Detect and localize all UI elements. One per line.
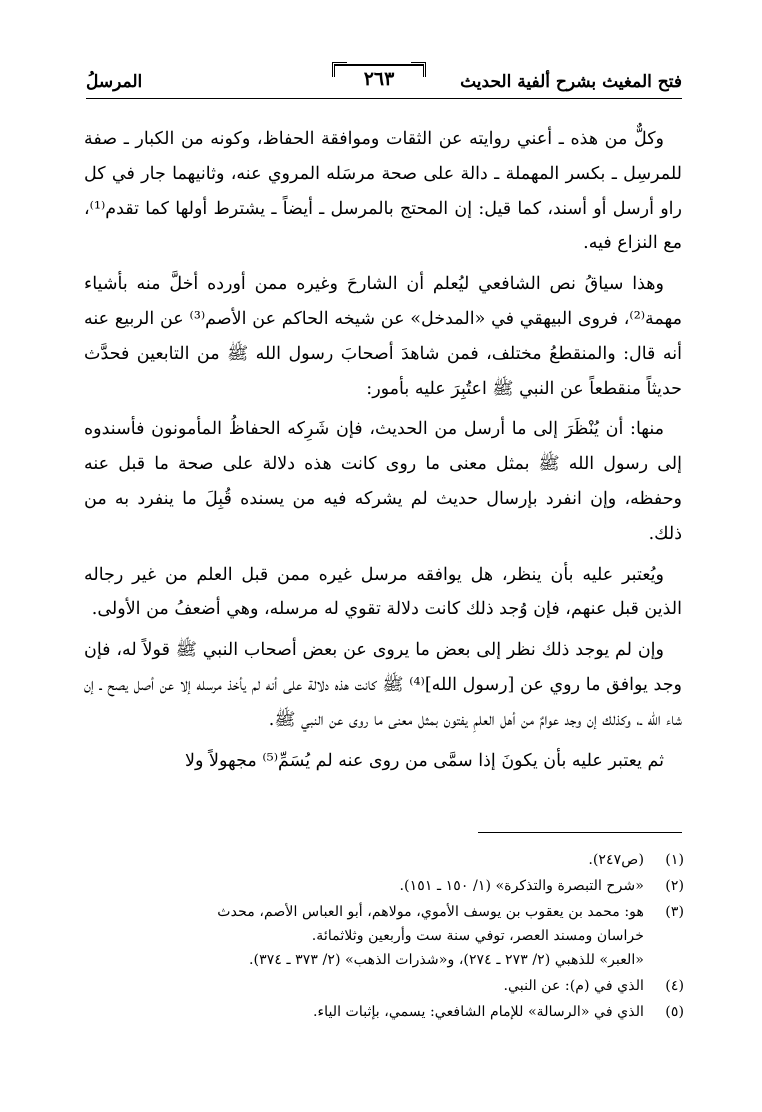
footnote-text: هو: محمد بن يعقوب بن يوسف الأموي، مولاهم، أبو العباس الأصم، محدث: [217, 904, 644, 920]
footnote: [84, 900, 684, 972]
paragraph: ويُعتبر عليه بأن ينظر، هل يوافقه مرسل غيره ممن قبل العلم من غير رجاله الذين قبل عنهم، فإن وُجد ذلك كانت دلالة تقوي له مرسله، وهي أضعفُ من الأولى.: [84, 564, 682, 620]
footnote-text: الذي في «الرسالة» للإمام الشافعي: يسمي، بإثبات الياء.: [313, 1004, 644, 1020]
paragraph: وإن لم يوجد ذلك نظر إلى بعض ما يروى عن بعض أصحاب النبي ﷺ قولاً له، فإن وجد يوافق ما روي عن [رسول الله]⁽⁴⁾ ﷺ كانت هذه دلالة على أنه لم يأخذ مرسله إلا عن أصل يصح ـ إن شاء الله ـ، وكذلك إن وجد عوامٌ من أهل العلمِ يفتون بمثل معنى ما روى عن النبي ﷺ.: [84, 640, 683, 730]
paragraph: وكلٌّ من هذه ـ أعني روايته عن الثقات وموافقة الحفاظ، وكونه من الكبار ـ صفة للمرسِل ـ بكسر المهملة ـ دالة على صحة مرسَله المروي عنه، وثانيهما جار في كل راو أرسل أو أسند، كما قيل: إن المحتج بالمرسل ـ أيضاً ـ يشترط أولها كما تقدم⁽¹⁾، مع النزاع فيه.: [84, 129, 683, 254]
footnote-number: (٣): [665, 904, 684, 920]
footnote: [84, 848, 684, 872]
footnote-number: (٢): [665, 878, 684, 894]
footnote-separator: [478, 832, 682, 833]
chapter-title: المرسلُ: [86, 72, 143, 92]
page-number: ٢٦٣: [363, 68, 395, 90]
footnote-text: (ص٢٤٧).: [588, 852, 644, 868]
footnote: [84, 874, 684, 898]
footnote-text: «شرح التبصرة والتذكرة» (١/ ١٥٠ ـ ١٥١).: [399, 878, 644, 894]
paragraph: ثم يعتبر عليه بأن يكونَ إذا سمَّى من روى عنه لم يُسَمِّ⁽⁵⁾ مجهولاً ولا: [185, 750, 664, 771]
paragraph: منها: أن يُنْظَرَ إلى ما أرسل من الحديث، فإن شَرِكه الحفاظُ المأمونون فأسندوه إلى رسول الله ﷺ بمثل معنى ما روى كانت هذه دلالة على صحة ما قبل عنه وحفظه، وإن انفرد بإرسال حديث لم يشركه فيه من يسنده قُبِلَ ما ينفرد به من ذلك.: [84, 419, 682, 544]
header-rule: [86, 98, 682, 99]
footnote-number: (٥): [665, 1004, 684, 1020]
paragraph: وهذا سياقُ نص الشافعي ليُعلم أن الشارحَ وغيره ممن أورده أخلَّ منه بأشياء مهمة⁽²⁾، فروى البيهقي في «المدخل» عن شيخه الحاكم عن الأصم⁽³⁾ عن الربيع عنه أنه قال: والمنقطعُ مختلف، فمن شاهدَ أصحابَ رسول الله ﷺ من التابعين فحدَّث حديثاً منقطعاً عن النبي ﷺ اعتُبِرَ عليه بأمور:: [84, 274, 682, 399]
footnote-text: خراسان ومسند العصر، توفي سنة ست وأربعين وثلاثمائة.: [311, 928, 644, 944]
footnote-number: (١): [665, 852, 684, 868]
book-title: فتح المغيث بشرح ألفية الحديث: [460, 72, 682, 92]
page-number-frame: [334, 64, 424, 94]
footnote: [84, 974, 684, 998]
running-header: [86, 64, 682, 104]
main-text: [84, 122, 682, 784]
footnotes: [84, 848, 684, 1026]
footnote: [84, 1000, 684, 1024]
footnote-number: (٤): [665, 978, 684, 994]
footnote-text: الذي في (م): عن النبي.: [503, 978, 644, 994]
footnote-text: «العبر» للذهبي (٢/ ٢٧٣ ـ ٢٧٤)، و«شذرات الذهب» (٢/ ٣٧٣ ـ ٣٧٤).: [249, 952, 644, 968]
